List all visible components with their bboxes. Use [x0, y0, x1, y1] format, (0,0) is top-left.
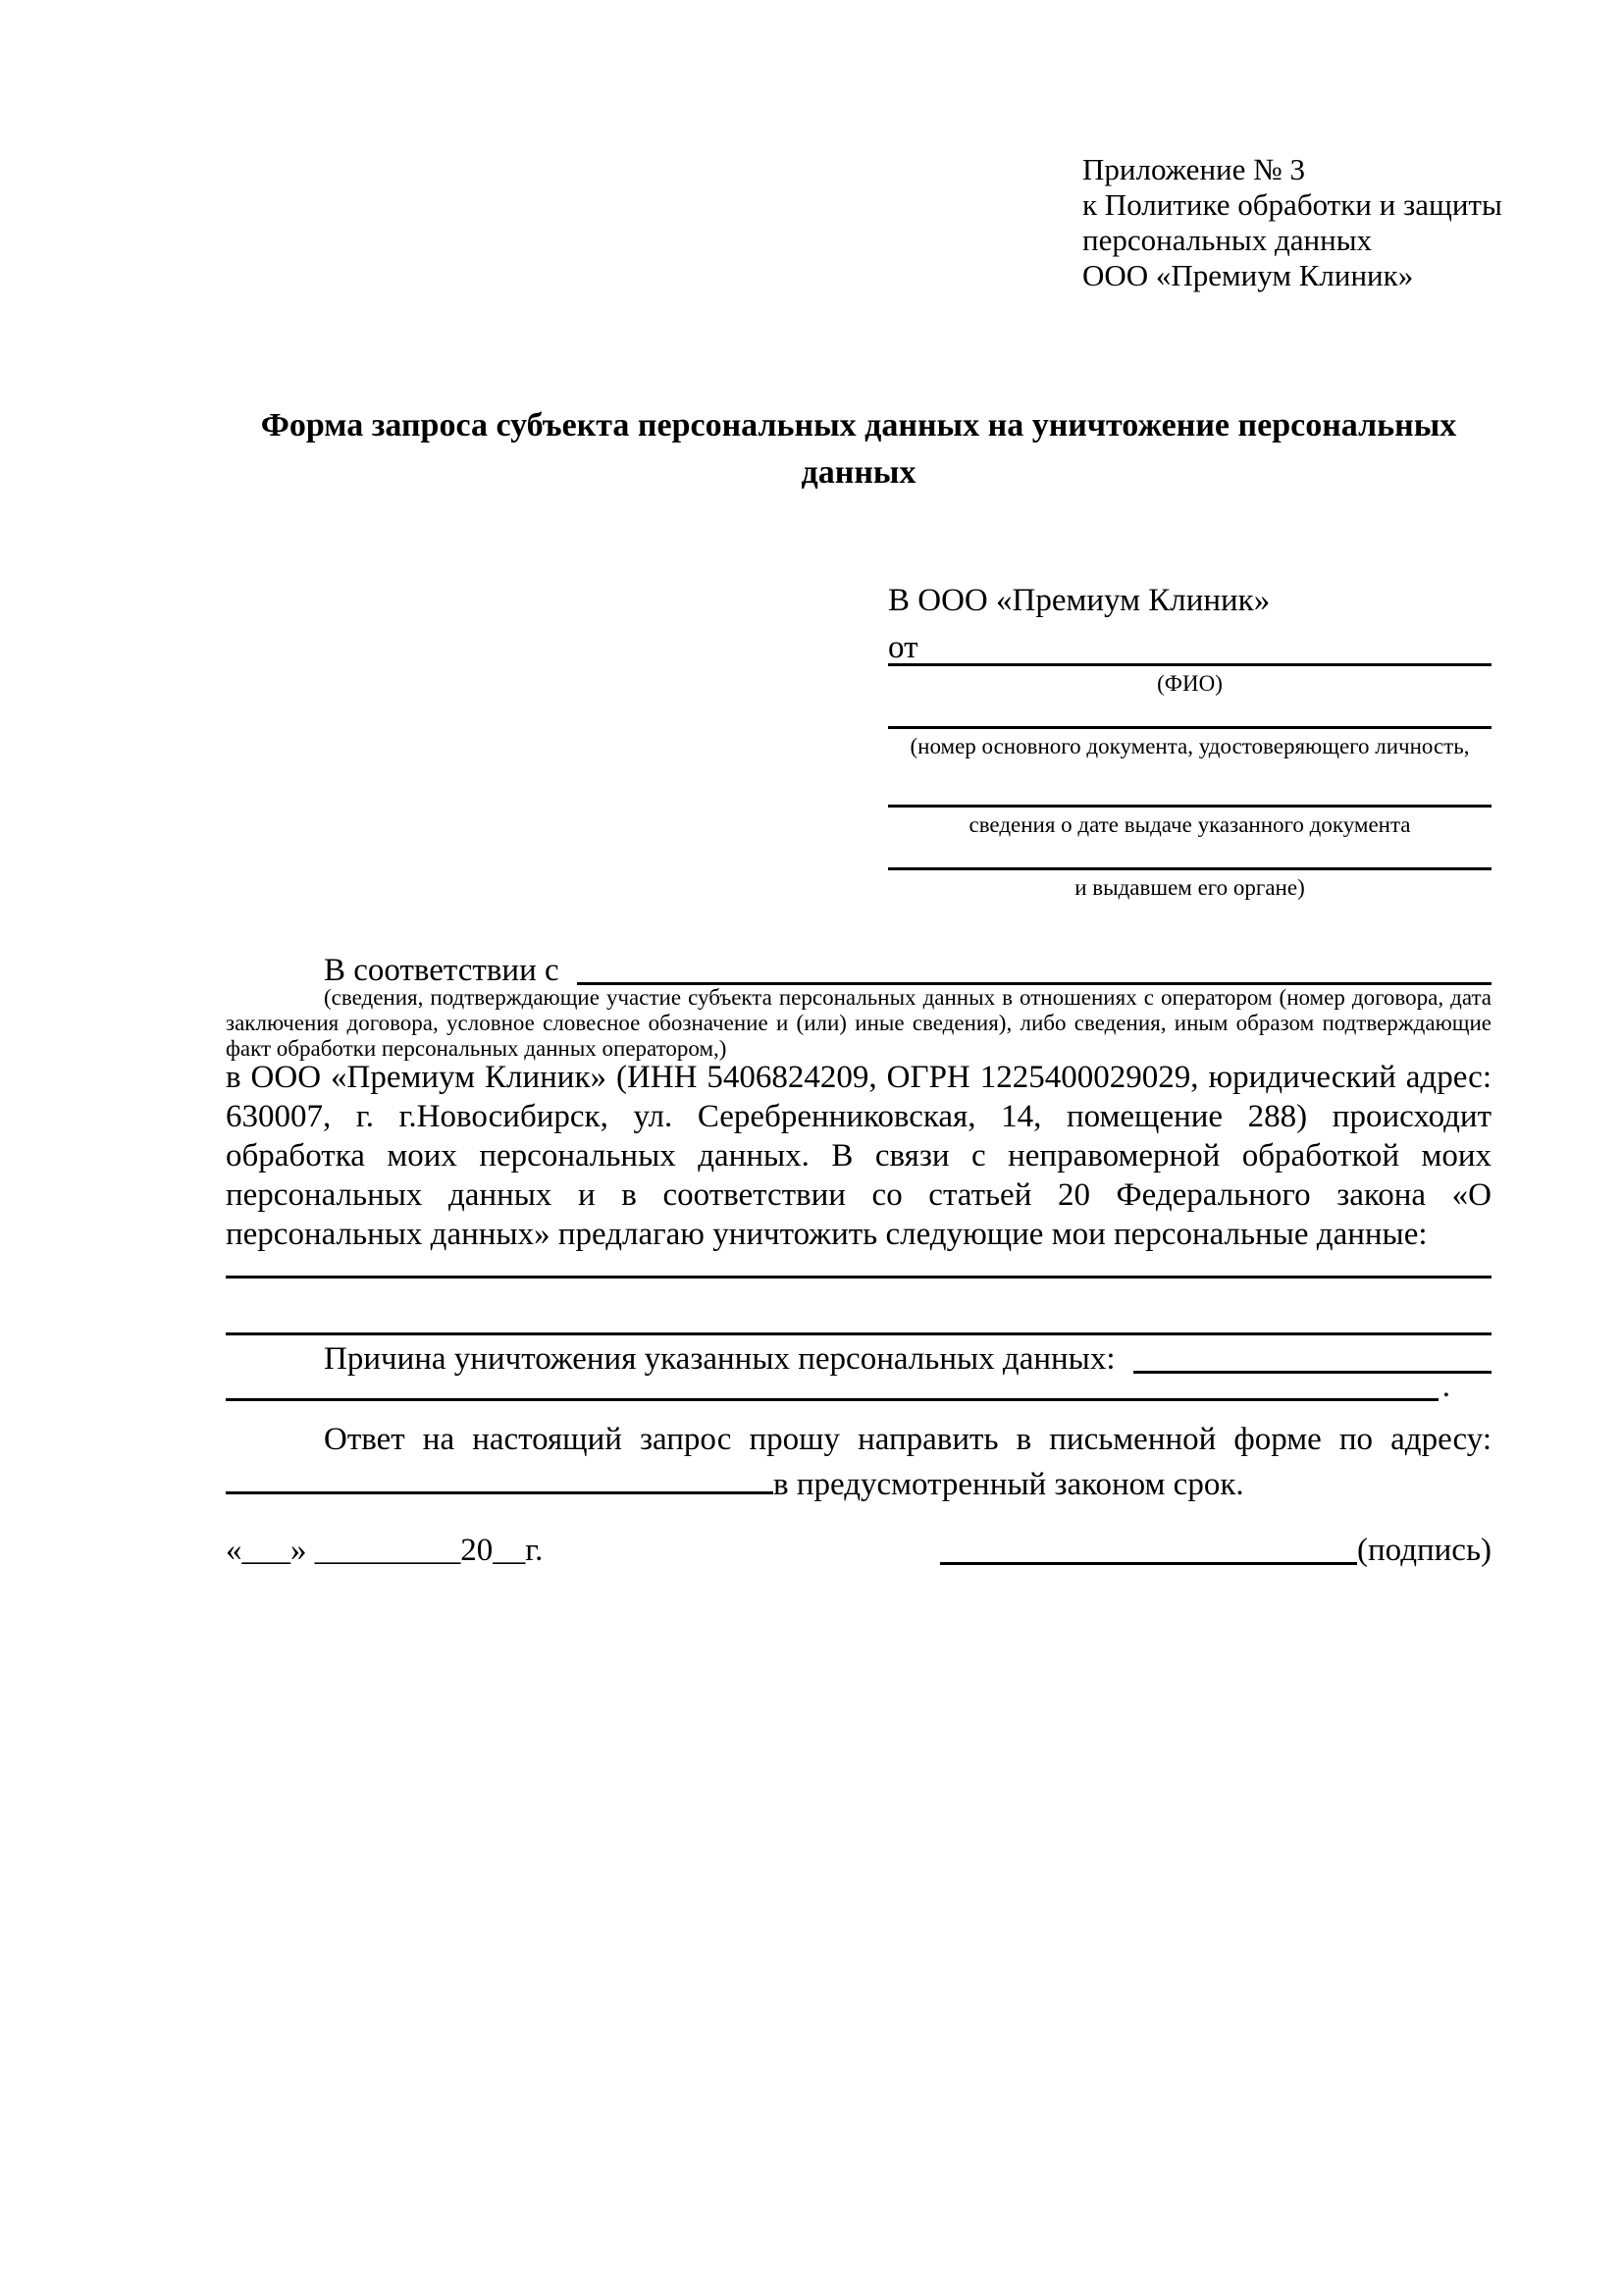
document-number-field-line	[888, 726, 1492, 729]
response-address-row	[226, 1458, 1492, 1505]
response-paragraph: Ответ на настоящий запрос прошу направить в письменной форме по адресу:	[324, 1422, 1492, 1457]
fio-field-line	[888, 663, 1492, 666]
date-field: «___» _________20__г.	[226, 1533, 544, 1568]
signature-caption: (подпись)	[1357, 1533, 1492, 1568]
period-mark: .	[1441, 1369, 1450, 1404]
issuing-authority-field-line	[888, 867, 1492, 870]
accordance-field-line	[577, 950, 1492, 985]
response-tail: в предусмотренный законом срок.	[773, 1467, 1244, 1502]
appendix-line: Приложение № 3	[1082, 152, 1305, 186]
main-paragraph: в ООО «Премиум Клиник» (ИНН 5406824209, ОГРН 1225400029029, юридический адрес: 630007, г. г.Новосибирск, ул. Серебренниковская, 14, помещение 288) происходит обработка моих персональных данных. В связи с неправомерной обработкой моих персональных данных и в соответствии со статьей 20 Федерального закона «О персональных данных» предлагаю уничтожить следующие мои персональные данные:	[226, 1060, 1492, 1252]
document-title: Форма запроса субъекта персональных данных на уничтожение персональных данных	[260, 407, 1457, 491]
reason-label: Причина уничтожения указанных персональных данных:	[324, 1341, 1124, 1377]
issuing-authority-field-caption: и выдавшем его органе)	[1074, 875, 1305, 900]
accordance-label: В соответствии с	[324, 953, 567, 988]
reason-continuation-line	[226, 1366, 1439, 1401]
address-field-line	[226, 1458, 773, 1494]
data-blank-line-1	[226, 1276, 1492, 1278]
appendix-line: ООО «Премиум Клиник»	[1082, 258, 1414, 292]
footer-row	[226, 1529, 1492, 1571]
document-number-field-caption: (номер основного документа, удостоверяющего личность,	[910, 734, 1470, 758]
signature-group	[940, 1529, 1492, 1571]
issue-date-field-caption: сведения о дате выдаче указанного документа	[969, 812, 1411, 837]
fio-field-caption: (ФИО)	[1157, 671, 1223, 696]
accordance-note: (сведения, подтверждающие участие субъекта персональных данных в отношениях с оператором (номер договора, дата заключения договора, условное словесное обозначение и (или) иные сведения), либо сведения, иным образом подтверждающие факт обработки персональных данных оператором,)	[226, 985, 1492, 1061]
addressee-from-label: от	[888, 630, 918, 665]
data-blank-line-2	[226, 1332, 1492, 1335]
appendix-header	[1082, 152, 1504, 293]
addressee-to: В ООО «Премиум Клиник»	[888, 583, 1271, 618]
appendix-line: персональных данных	[1082, 223, 1373, 257]
appendix-line: к Политике обработки и защиты	[1082, 187, 1502, 222]
issue-date-field-line	[888, 805, 1492, 808]
reason-continuation-row	[226, 1366, 1492, 1407]
signature-field-line	[940, 1529, 1357, 1565]
